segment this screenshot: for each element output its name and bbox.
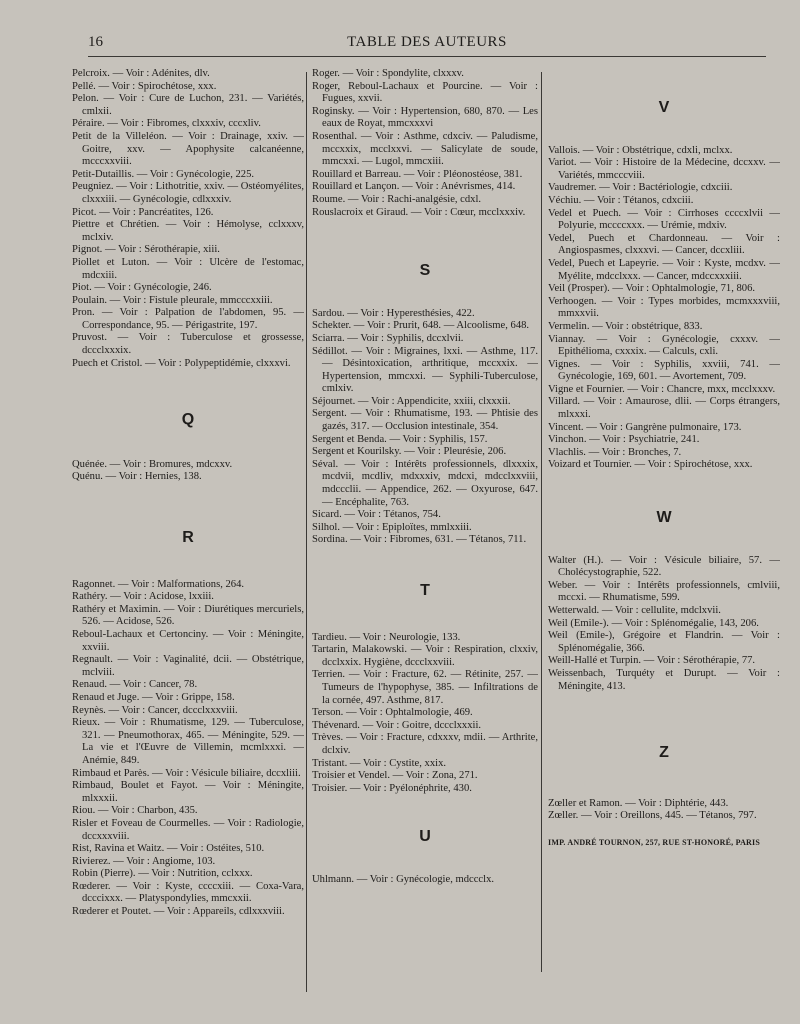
index-entry: Risler et Foveau de Courmelles. — Voir : Radiologie, dccxxxviii. [72, 817, 304, 842]
page-header [88, 30, 766, 57]
entries-t [312, 632, 538, 796]
index-entry: Roginsky. — Voir : Hypertension, 680, 870. — Les eaux de Royat, mmcxxxvi [312, 105, 538, 130]
index-entry: Tristant. — Voir : Cystite, xxix. [312, 757, 447, 769]
index-entry: Wetterwald. — Voir : cellulite, mdclxvii. [548, 605, 721, 616]
index-entry: Weil (Emile-), Grégoire et Flandrin. — Voir : Splénomégalie, 366. [548, 630, 780, 654]
index-entry: Roger, Reboul-Lachaux et Pourcine. — Voir : Fugues, xxvii. [312, 80, 538, 105]
index-entry: Vigne et Fournier. — Voir : Chancre, mxx, mcclxxxv. [548, 383, 776, 395]
section-letter-w: W [656, 509, 672, 527]
index-entry: Sergent et Kourilsky. — Voir : Pleurésie, 206. [312, 446, 507, 458]
index-entry: Reynès. — Voir : Cancer, dccclxxxviii. [72, 704, 238, 716]
section-letter-q: Q [181, 411, 195, 429]
column-rule-right [541, 72, 542, 972]
index-entry: Troisier. — Voir : Pyélonéphrite, 430. [312, 782, 472, 794]
index-entry: Ragonnet. — Voir : Malformations, 264. [72, 578, 245, 590]
entries-p [72, 68, 304, 370]
index-entry: Pignot. — Voir : Sérothérapie, xiii. [72, 244, 220, 256]
index-entry: Tardieu. — Voir : Neurologie, 133. [312, 631, 461, 643]
column-rule-left [306, 72, 307, 992]
section-letter-v: V [658, 99, 670, 116]
entries-v [548, 145, 780, 472]
running-title: TABLE DES AUTEURS [347, 34, 507, 50]
index-entry: Viannay. — Voir : Gynécologie, cxxxv. — Epithélioma, cxxxix. — Calculs, cxli. [548, 333, 780, 358]
index-entry: Rouillard et Lançon. — Voir : Anévrismes, 414. [312, 181, 516, 193]
index-entry: Vallois. — Voir : Obstétrique, cdxli, mclxx. [548, 144, 733, 156]
entries-r [72, 579, 304, 919]
index-entry: Vlachlis. — Voir : Bronches, 7. [548, 446, 682, 458]
index-entry: Silhol. — Voir : Epiploïtes, mmlxxiii. [312, 521, 472, 533]
index-entry: Robin (Pierre). — Voir : Nutrition, cclxxx. [72, 868, 253, 880]
index-entry: Rivierez. — Voir : Angiome, 103. [72, 855, 216, 867]
index-entry: Rathéry et Maximin. — Voir : Diurétiques mercuriels, 526. — Acidose, 526. [72, 603, 304, 628]
index-entry: Rouillard et Barreau. — Voir : Pléonostéose, 381. [312, 168, 523, 180]
index-entry: Thévenard. — Voir : Goitre, dccclxxxii. [312, 719, 482, 731]
index-entry: Vincent. — Voir : Gangrène pulmonaire, 173. [548, 421, 742, 433]
index-entry: Picot. — Voir : Pancréatites, 126. [72, 206, 214, 218]
index-entry: Sergent et Benda. — Voir : Syphilis, 157. [312, 433, 488, 445]
section-letter-u: U [419, 828, 431, 846]
index-entry: Weber. — Voir : Intérêts professionnels, cmlviii, mccxi. — Rhumatisme, 599. [548, 579, 780, 604]
index-entry: Troisier et Vendel. — Voir : Zona, 271. [312, 770, 478, 782]
index-entry: Zœller et Ramon. — Voir : Diphtérie, 443. [548, 797, 729, 809]
index-entry: Tartarin, Malakowski. — Voir : Respiration, clxxiv, dcclxxix. Hygiène, dccclxxviii. [312, 644, 538, 668]
index-entry: Séval. — Voir : Intérêts professionnels, dlxxxix, mcdvii, mcdliv, mdxxxiv, mdcxi, mdcclxxviii, mdccclii. — Appendice, 262. — Oxyurose, 647. — Encéphalite, 763. [312, 458, 538, 508]
index-entry: Reboul-Lachaux et Certonciny. — Voir : Méningite, xxviii. [72, 629, 304, 653]
index-entry: Roume. — Voir : Rachi-analgésie, cdxl. [312, 193, 482, 205]
index-entry: Schekter. — Voir : Prurit, 648. — Alcoolisme, 648. [312, 320, 530, 332]
index-entry: Rouslacroix et Giraud. — Voir : Cœur, mcclxxxiv. [312, 206, 526, 218]
index-entry: Piot. — Voir : Gynécologie, 246. [72, 282, 212, 294]
index-entry: Piollet et Luton. — Voir : Ulcère de l'estomac, mdcxiii. [72, 256, 304, 281]
index-entry: Pron. — Voir : Palpation de l'abdomen, 95. — Correspondance, 95. — Périgastrite, 197. [72, 307, 304, 331]
section-letter-s: S [419, 262, 431, 280]
index-entry: Rimbaud et Parès. — Voir : Vésicule biliaire, dccxliii. [72, 767, 301, 779]
index-entry: Trèves. — Voir : Fracture, cdxxxv, mdii. — Arthrite, dclxiv. [312, 732, 538, 756]
index-entry: Sédillot. — Voir : Migraines, lxxi. — Asthme, 117. — Désintoxication, arthritique, mccxxix. — Hypertension, mmcxxi. — Syphili-Tuberculose, cmlxiv. [312, 345, 538, 395]
index-entry: Renaud. — Voir : Cancer, 78. [72, 679, 198, 691]
index-entry: Rathéry. — Voir : Acidose, lxxiii. [72, 591, 214, 603]
index-entry: Uhlmann. — Voir : Gynécologie, mdccclx. [312, 873, 495, 885]
index-entry: Rœderer et Poutet. — Voir : Appareils, cdlxxxviii. [72, 906, 285, 918]
section-letter-t: T [420, 582, 430, 599]
index-entry: Sardou. — Voir : Hyperesthésies, 422. [312, 307, 475, 319]
index-entry: Vaudremer. — Voir : Bactériologie, cdxciii. [548, 182, 733, 194]
index-entry: Rimbaud, Boulet et Fayot. — Voir : Méningite, mlxxxii. [72, 780, 304, 804]
index-entry: Vedel, Puech et Chardonneau. — Voir : Angiospasmes, clxxxvi. — Cancer, dccxliii. [548, 232, 780, 257]
index-entry: Verhoogen. — Voir : Types morbides, mcmxxxviii, mmxxvii. [548, 295, 780, 320]
index-entry: Petit de la Villeléon. — Voir : Drainage, xxiv. — Goitre, xxv. — Apophysite calcanéenne, mcccxxviii. [72, 130, 304, 168]
index-entry: Villard. — Voir : Amaurose, dlii. — Corps étrangers, mlxxxi. [548, 396, 780, 421]
index-entry: Terrien. — Voir : Fracture, 62. — Rétinite, 257. — Tumeurs de l'hypophyse, 385. — Infiltrations de la cornée, 497. Asthme, 817. [312, 669, 538, 706]
index-entry: Weill-Hallé et Turpin. — Voir : Sérothérapie, 77. [548, 655, 756, 667]
index-entry: Pellé. — Voir : Spirochétose, xxx. [72, 80, 217, 92]
index-entry: Vinchon. — Voir : Psychiatrie, 241. [548, 434, 700, 446]
index-entry: Quénée. — Voir : Bromures, mdcxxv. [72, 458, 233, 470]
index-entry: Voizard et Tournier. — Voir : Spirochétose, xxx. [548, 459, 753, 471]
index-entry: Pruvost. — Voir : Tuberculose et grossesse, dccclxxxix. [72, 332, 304, 357]
index-entry: Rœderer. — Voir : Kyste, ccccxiii. — Coxa-Vara, dcccixxx. — Platyspondylies, mmcxxii. [72, 880, 304, 905]
index-column-2 [312, 68, 538, 968]
page-number: 16 [88, 34, 103, 50]
index-entry: Walter (H.). — Voir : Vésicule biliaire, 57. — Cholécystographie, 522. [548, 554, 780, 579]
index-entry: Petit-Dutaillis. — Voir : Gynécologie, 225. [72, 168, 255, 180]
index-entry: Pelon. — Voir : Cure de Luchon, 231. — Variétés, cmlxii. [72, 93, 304, 117]
index-entry: Weissenbach, Turquéty et Durupt. — Voir : Méningite, 413. [548, 667, 780, 692]
index-column-1 [72, 68, 304, 968]
index-entry: Séjournet. — Voir : Appendicite, xxiii, clxxxii. [312, 395, 511, 407]
index-entry: Regnault. — Voir : Vaginalité, dcii. — Obstétrique, mclviii. [72, 654, 304, 678]
index-entry: Sciarra. — Voir : Syphilis, dccxlvii. [312, 332, 464, 344]
index-entry: Weil (Emile-). — Voir : Splénomégalie, 143, 206. [548, 617, 759, 629]
index-entry: Vermelin. — Voir : obstétrique, 833. [548, 320, 703, 332]
index-entry: Rist, Ravina et Waitz. — Voir : Ostéites, 510. [72, 843, 265, 855]
index-entry: Sergent. — Voir : Rhumatisme, 193. — Phtisie des gazés, 317. — Occlusion intestinale, 354. [312, 408, 538, 433]
index-entry: Terson. — Voir : Ophtalmologie, 469. [312, 707, 473, 719]
index-entry: Roger. — Voir : Spondylite, clxxxv. [312, 68, 464, 79]
index-entry: Vignes. — Voir : Syphilis, xxviii, 741. — Gynécologie, 169, 601. — Avortement, 709. [548, 358, 780, 383]
index-entry: Pelcroix. — Voir : Adénites, dlv. [72, 68, 210, 79]
index-entry: Zœller. — Voir : Oreillons, 445. — Tétanos, 797. [548, 810, 757, 822]
section-letter-z: Z [659, 744, 669, 762]
section-letter-r: R [182, 529, 194, 547]
index-entry: Sicard. — Voir : Tétanos, 754. [312, 509, 441, 521]
index-entry: Renaud et Juge. — Voir : Grippe, 158. [72, 691, 235, 703]
index-entry: Poulain. — Voir : Fistule pleurale, mmcccxxiii. [72, 294, 273, 306]
index-entry: Vedel, Puech et Lapeyrie. — Voir : Kyste, mcdxv. — Myélite, mdcclxxx. — Cancer, mdccxxxiii. [548, 257, 780, 282]
index-entry: Quénu. — Voir : Hernies, 138. [72, 471, 202, 483]
index-entry: Rosenthal. — Voir : Asthme, cdxciv. — Paludisme, mccxxix, mcclxxvi. — Salicylate de soude, mmcxxi. — Lugol, mmcxiii. [312, 130, 538, 168]
index-entry: Puech et Cristol. — Voir : Polypeptidémie, clxxxvi. [72, 357, 291, 369]
index-entry: Sordina. — Voir : Fibromes, 631. — Tétanos, 711. [312, 534, 527, 546]
index-entry: Rieux. — Voir : Rhumatisme, 129. — Tuberculose, 321. — Pneumothorax, 465. — Méningite, 529. — La vie et l'Œuvre de Villemin, mcmlxxxi. — Anémie, 849. [72, 717, 304, 766]
printer-imprint: IMP. ANDRÉ TOURNON, 257, RUE ST-HONORÉ, PARIS [548, 837, 760, 847]
index-entry: Vedel et Puech. — Voir : Cirrhoses ccccxlvii — Polyurie, mccccxxx. — Urémie, mdxiv. [548, 207, 780, 232]
index-column-3 [548, 68, 780, 968]
index-entry: Variot. — Voir : Histoire de la Médecine, dccxxv. — Variétés, mmcccviii. [548, 157, 780, 181]
index-entry: Piettre et Chrétien. — Voir : Hémolyse, cclxxxv, mclxiv. [72, 219, 304, 243]
index-entry: Peugniez. — Voir : Lithotritie, xxiv. — Ostéomyélites, clxxxiii. — Gynécologie, cdlxxxiv. [72, 181, 304, 205]
index-entry: Veil (Prosper). — Voir : Ophtalmologie, 71, 806. [548, 283, 756, 295]
entries-w [548, 555, 780, 694]
index-entry: Riou. — Voir : Charbon, 435. [72, 805, 198, 817]
index-entry: Péraire. — Voir : Fibromes, clxxxiv, cccxliv. [72, 118, 261, 130]
entries-r-continued [312, 68, 538, 219]
entries-s [312, 308, 538, 547]
index-entry: Véchiu. — Voir : Tétanos, cdxciii. [548, 194, 694, 206]
